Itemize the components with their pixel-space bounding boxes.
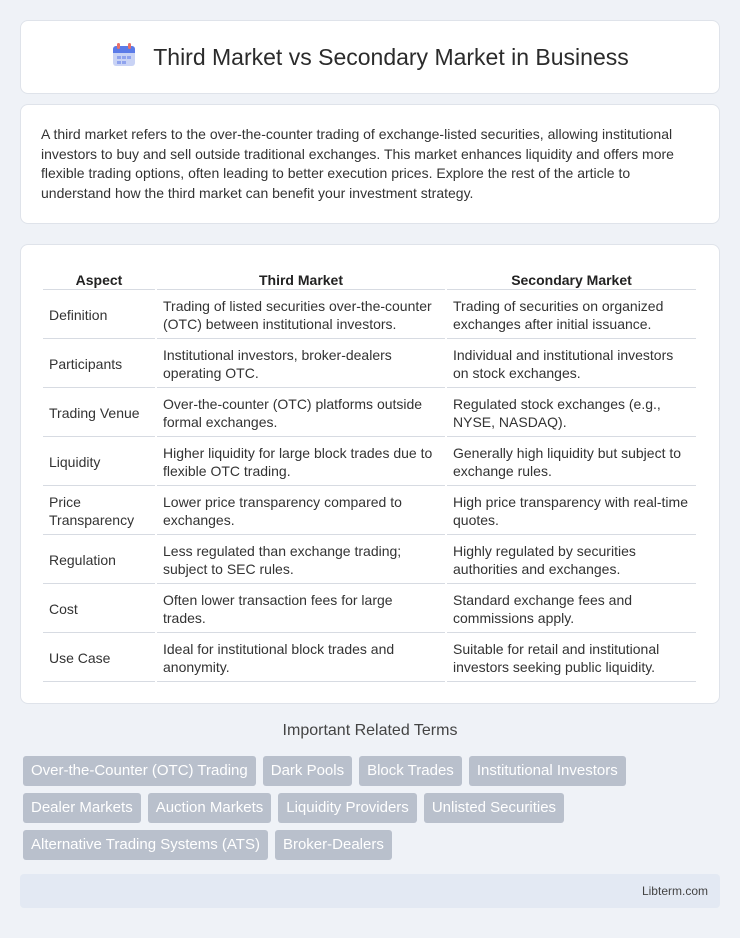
- table-row: [43, 292, 696, 339]
- related-term-tag[interactable]: Institutional Investors: [469, 756, 626, 786]
- header-card: [20, 20, 720, 94]
- related-term-tag[interactable]: Auction Markets: [148, 793, 272, 823]
- cell-third-market: Over-the-counter (OTC) platforms outside formal exchanges.: [157, 390, 445, 437]
- cell-third-market: Lower price transparency compared to exchanges.: [157, 488, 445, 535]
- related-term-tag[interactable]: Dark Pools: [263, 756, 352, 786]
- footer: [20, 874, 720, 908]
- cell-aspect: Liquidity: [43, 439, 155, 486]
- table-row: [43, 586, 696, 633]
- related-terms-title: Important Related Terms: [282, 722, 458, 739]
- cell-secondary-market: Individual and institutional investors on stock exchanges.: [447, 341, 696, 388]
- cell-third-market: Trading of listed securities over-the-counter (OTC) between institutional investors.: [157, 292, 445, 339]
- related-terms-list: [23, 756, 723, 860]
- footer-site-link[interactable]: Libterm.com: [641, 884, 708, 898]
- cell-third-market: Often lower transaction fees for large trades.: [157, 586, 445, 633]
- related-term-tag[interactable]: Broker-Dealers: [275, 830, 392, 860]
- page-title: Third Market vs Secondary Market in Business: [153, 43, 629, 70]
- cell-secondary-market: High price transparency with real-time quotes.: [447, 488, 696, 535]
- cell-aspect: Trading Venue: [43, 390, 155, 437]
- table-row: [43, 635, 696, 682]
- cell-third-market: Less regulated than exchange trading; subject to SEC rules.: [157, 537, 445, 584]
- table-row: [43, 488, 696, 535]
- cell-aspect: Cost: [43, 586, 155, 633]
- table-row: [43, 439, 696, 486]
- cell-secondary-market: Trading of securities on organized exchanges after initial issuance.: [447, 292, 696, 339]
- cell-aspect: Regulation: [43, 537, 155, 584]
- cell-third-market: Institutional investors, broker-dealers operating OTC.: [157, 341, 445, 388]
- comparison-table-card: [20, 244, 720, 704]
- related-term-tag[interactable]: Liquidity Providers: [278, 793, 417, 823]
- header-third-market: Third Market: [157, 267, 445, 290]
- related-term-tag[interactable]: Unlisted Securities: [424, 793, 564, 823]
- comparison-table: [41, 265, 698, 684]
- intro-card: [20, 104, 720, 224]
- cell-aspect: Use Case: [43, 635, 155, 682]
- cell-aspect: Price Transparency: [43, 488, 155, 535]
- header-secondary-market: Secondary Market: [447, 267, 696, 290]
- related-term-tag[interactable]: Over-the-Counter (OTC) Trading: [23, 756, 256, 786]
- cell-aspect: Definition: [43, 292, 155, 339]
- cell-third-market: Ideal for institutional block trades and anonymity.: [157, 635, 445, 682]
- table-header-row: [43, 267, 696, 290]
- calendar-icon: [111, 42, 137, 73]
- cell-secondary-market: Regulated stock exchanges (e.g., NYSE, NASDAQ).: [447, 390, 696, 437]
- table-row: [43, 341, 696, 388]
- cell-third-market: Higher liquidity for large block trades due to flexible OTC trading.: [157, 439, 445, 486]
- cell-secondary-market: Suitable for retail and institutional investors seeking public liquidity.: [447, 635, 696, 682]
- related-term-tag[interactable]: Alternative Trading Systems (ATS): [23, 830, 268, 860]
- cell-secondary-market: Highly regulated by securities authorities and exchanges.: [447, 537, 696, 584]
- intro-text: A third market refers to the over-the-counter trading of exchange-listed securities, allowing institutional investors to buy and sell outside traditional exchanges. This market enhances liquidity and offers more flexible trading options, often leading to better execution prices. Explore the rest of the article to understand how the third market can benefit your investment strategy.: [41, 126, 674, 201]
- cell-secondary-market: Generally high liquidity but subject to exchange rules.: [447, 439, 696, 486]
- cell-secondary-market: Standard exchange fees and commissions apply.: [447, 586, 696, 633]
- related-term-tag[interactable]: Block Trades: [359, 756, 462, 786]
- related-term-tag[interactable]: Dealer Markets: [23, 793, 141, 823]
- table-row: [43, 537, 696, 584]
- table-row: [43, 390, 696, 437]
- cell-aspect: Participants: [43, 341, 155, 388]
- header-aspect: Aspect: [43, 267, 155, 290]
